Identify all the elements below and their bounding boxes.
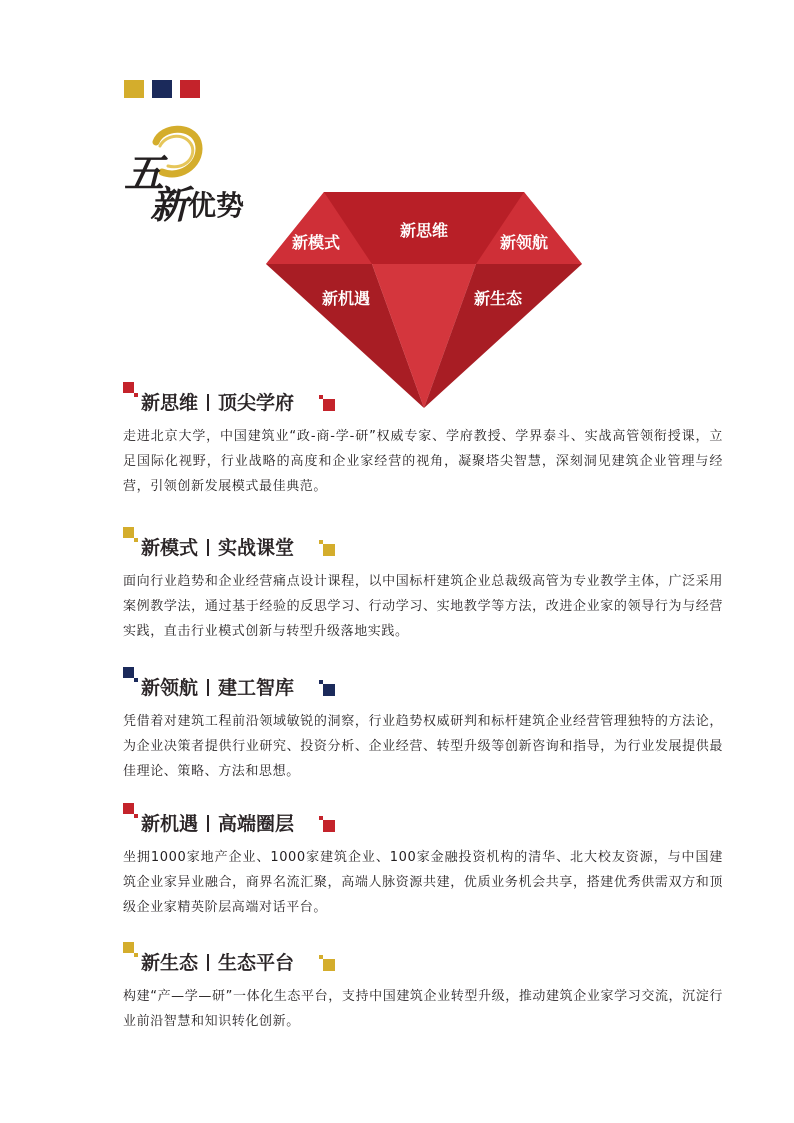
section-marker-icon	[123, 527, 134, 538]
title-rest: 优势	[188, 189, 245, 222]
title-char-xin: 新	[150, 182, 189, 227]
page-title	[124, 122, 254, 227]
section-body: 坐拥1000家地产企业、1000家建筑企业、100家金融投资机构的清华、北大校友资源，与中国建筑企业家异业融合，商界名流汇聚，高端人脉资源共建，优质业务机会共享，搭建优秀供需双方和顶级企业家精英阶层高端对话平台。	[123, 850, 723, 915]
section-marker-icon	[123, 942, 134, 953]
section-heading: 新生态 生态平台	[141, 952, 295, 974]
section-marker-dot-icon	[134, 393, 138, 397]
section-end-marker-icon	[323, 399, 335, 411]
diamond-label-right: 新领航	[499, 233, 549, 252]
section-body: 凭借着对建筑工程前沿领域敏锐的洞察，行业趋势权威研判和标杆建筑企业经营管理独特的方法论，为企业决策者提供行业研究、投资分析、企业经营、转型升级等创新咨询和指导，为行业发展提供最佳理论、策略、方法和思想。	[123, 714, 723, 779]
section-marker-dot-icon	[134, 678, 138, 682]
red-square-icon	[180, 80, 200, 98]
section-xin-ji-yu	[123, 803, 723, 920]
section-heading: 新思维 顶尖学府	[141, 392, 295, 414]
section-xin-mo-shi	[123, 527, 723, 644]
diamond-label-bottom-left: 新机遇	[321, 289, 371, 308]
section-body: 走进北京大学，中国建筑业“政-商-学-研”权威专家、学府教授、学界泰斗、实战高管领衔授课，立足国际化视野，行业战略的高度和企业家经营的视角，凝聚塔尖智慧，深刻洞见建筑企业管理与经营，引领创新发展模式最佳典范。	[123, 429, 723, 494]
navy-square-icon	[152, 80, 172, 98]
section-marker-icon	[123, 382, 134, 393]
diamond-label-left: 新模式	[291, 233, 341, 252]
section-marker-icon	[123, 667, 134, 678]
section-heading: 新机遇 高端圈层	[141, 813, 295, 835]
section-xin-ling-hang	[123, 667, 723, 784]
gold-square-icon	[124, 80, 144, 98]
section-marker-dot-icon	[134, 538, 138, 542]
section-body: 面向行业趋势和企业经营痛点设计课程，以中国标杆建筑企业总裁级高管为专业教学主体，广泛采用案例教学法，通过基于经验的反思学习、行动学习、实地教学等方法，改进企业家的领导行为与经营实践，直击行业模式创新与转型升级落地实践。	[123, 574, 723, 639]
section-xin-sheng-tai	[123, 942, 723, 1034]
section-end-marker-icon	[323, 544, 335, 556]
section-end-marker-icon	[323, 959, 335, 971]
section-heading: 新领航 建工智库	[141, 677, 295, 699]
section-heading: 新模式 实战课堂	[141, 537, 295, 559]
diamond-graphic	[266, 192, 582, 408]
section-marker-dot-icon	[134, 814, 138, 818]
title-char-wu: 五	[124, 150, 164, 197]
section-body: 构建“产—学—研”一体化生态平台，支持中国建筑企业转型升级，推动建筑企业家学习交流，沉淀行业前沿智慧和知识转化创新。	[123, 989, 723, 1029]
section-marker-dot-icon	[134, 953, 138, 957]
diamond-label-top: 新思维	[399, 221, 449, 240]
section-end-marker-icon	[323, 684, 335, 696]
section-end-marker-icon	[323, 820, 335, 832]
diamond-label-bottom-right: 新生态	[473, 289, 523, 308]
section-marker-icon	[123, 803, 134, 814]
section-xin-si-wei	[123, 382, 723, 499]
